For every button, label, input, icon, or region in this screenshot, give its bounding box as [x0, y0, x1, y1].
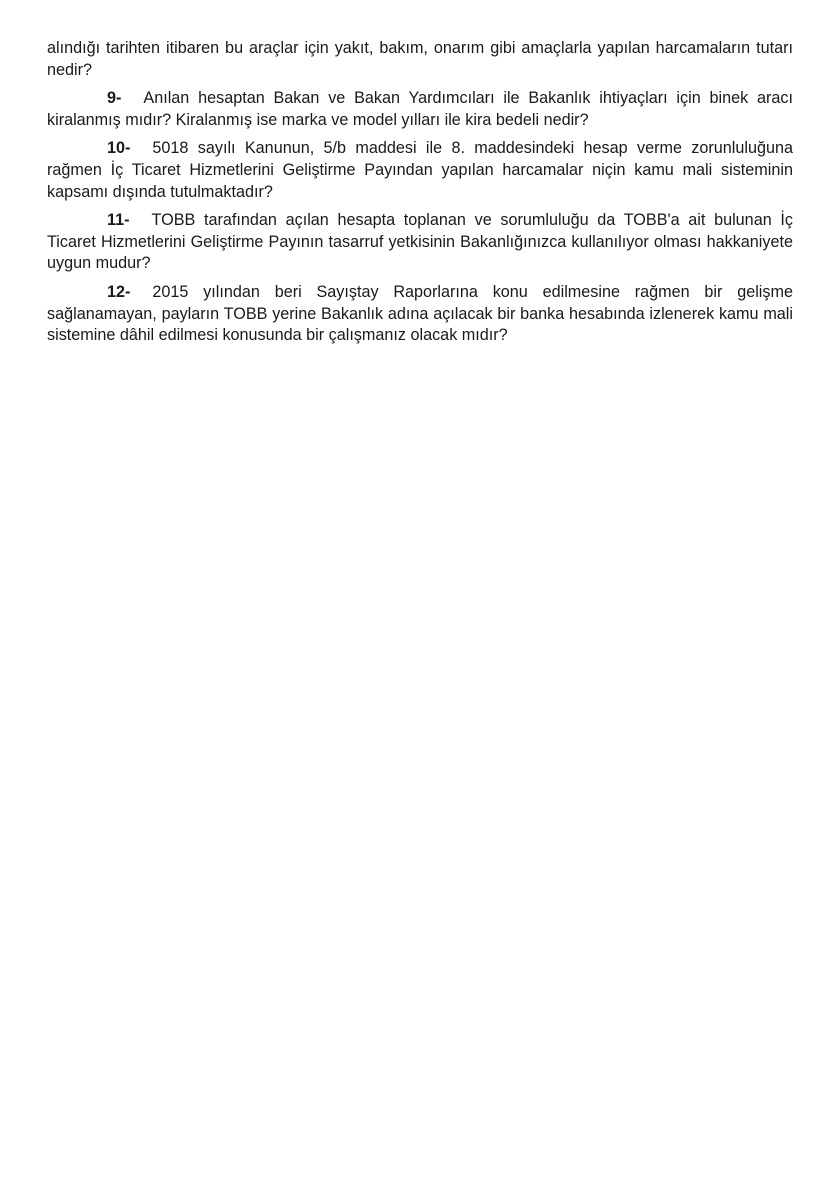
question-text: 2015 yılından beri Sayıştay Raporlarına konu edilmesine rağmen bir gelişme sağlanamayan, payların TOBB yerine Bakanlık adına açılacak bir banka hesabında izlenerek kamu mali sistemine dâhil edilmesi konusunda bir çalışmanız olacak mıdır? — [47, 282, 793, 345]
question-text: TOBB tarafından açılan hesapta toplanan ve sorumluluğu da TOBB'a ait bulunan İç Ticaret Hizmetlerini Geliştirme Payının tasarruf yetkisinin Bakanlığınızca kullanılıyor olması hakkaniyete uygun mudur? — [47, 211, 793, 273]
question-item-9 — [47, 88, 793, 131]
question-item-11 — [47, 210, 793, 275]
question-number: 11- — [107, 211, 130, 230]
question-number: 9- — [107, 89, 122, 108]
question-list — [47, 38, 793, 354]
question-item-10 — [47, 138, 793, 203]
question-item-12 — [47, 282, 793, 347]
question-number: 12- — [107, 282, 131, 301]
question-text: 5018 sayılı Kanunun, 5/b maddesi ile 8. maddesindeki hesap verme zorunluluğuna rağmen İç Ticaret Hizmetlerini Geliştirme Payından yapılan harcamalar niçin kamu mali sisteminin kapsamı dışında tutulmaktadır? — [47, 139, 793, 201]
question-number: 10- — [107, 139, 131, 158]
question-text: Anılan hesaptan Bakan ve Bakan Yardımcıları ile Bakanlık ihtiyaçları için binek aracı kiralanmış mıdır? Kiralanmış ise marka ve model yılları ile kira bedeli nedir? — [47, 89, 793, 129]
continuation-paragraph: alındığı tarihten itibaren bu araçlar için yakıt, bakım, onarım gibi amaçlarla yapılan harcamaların tutarı nedir? — [47, 39, 793, 79]
